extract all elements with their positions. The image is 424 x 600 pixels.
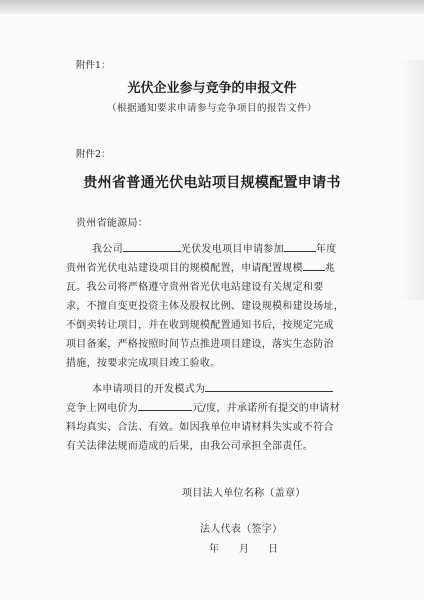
scan-edge-shadow <box>0 0 424 14</box>
p2-line4: 有关法律法规而造成的后果，由我公司承担全部责任。 <box>66 441 314 452</box>
legal-rep-sign: 法人代表（签字） <box>200 524 283 535</box>
p1-line1 <box>92 240 337 255</box>
p1-text-a: 我公司 <box>92 244 123 255</box>
p2-text: 本申请项目的开发模式为 <box>92 384 206 395</box>
p1-line6: 项目备案，严格按照时间节点推进项目建设，落实生态防治 <box>66 339 334 350</box>
addressee: 贵州省能源局： <box>76 218 149 229</box>
attachment2-title: 贵州省普通光伏电站项目规模配置申请书 <box>83 175 341 191</box>
p1-text-c: 年度 <box>315 244 337 255</box>
p2-line2-text-b: 元/度，并承诺所有提交的申请材 <box>192 403 340 414</box>
company-blank <box>123 242 181 252</box>
p1-line3: 瓦。我公司将严格遵守贵州省光伏电站建设有关规定和要 <box>66 282 324 293</box>
date-month: 月 <box>239 544 250 555</box>
unit-name-seal: 项目法人单位名称（盖章） <box>182 488 306 499</box>
attachment1-title: 光伏企业参与竞争的申报文件 <box>127 81 297 96</box>
attachment1-subtitle: （根据通知要求申请参与竞争项目的报告文件） <box>106 103 317 114</box>
p2-line2-text-a: 竞争上网电价为 <box>66 403 139 414</box>
p1-line7: 措施，按要求完成项目竣工验收。 <box>66 358 221 369</box>
p1-text-b: 光伏发电项目申请参加 <box>180 244 284 255</box>
year-blank <box>284 242 316 252</box>
attachment1-label: 附件1： <box>76 60 111 71</box>
date-day: 日 <box>268 544 279 555</box>
date-year: 年 <box>209 544 220 555</box>
p1-line2 <box>66 259 335 274</box>
development-mode-blank <box>205 382 333 392</box>
capacity-blank <box>303 261 325 271</box>
p1-unit: 兆 <box>324 263 336 274</box>
p2-line2 <box>66 399 340 414</box>
attachment2-label: 附件2： <box>76 149 111 160</box>
p2-line3: 料均真实、合法、有效。如因我单位申请材料失实或不符合 <box>66 422 334 433</box>
p1-line5: 不倒卖转让项目，并在收到规模配置通知书后，按规定完成 <box>66 320 334 331</box>
p1-line2-text: 贵州省光伏电站建设项目的规模配置，申请配置规模 <box>66 263 303 274</box>
price-blank <box>138 401 192 411</box>
p2-line1 <box>92 380 333 395</box>
p1-line4: 求，不擅自变更投资主体及股权比例、建设规模和建设场址， <box>66 301 345 312</box>
